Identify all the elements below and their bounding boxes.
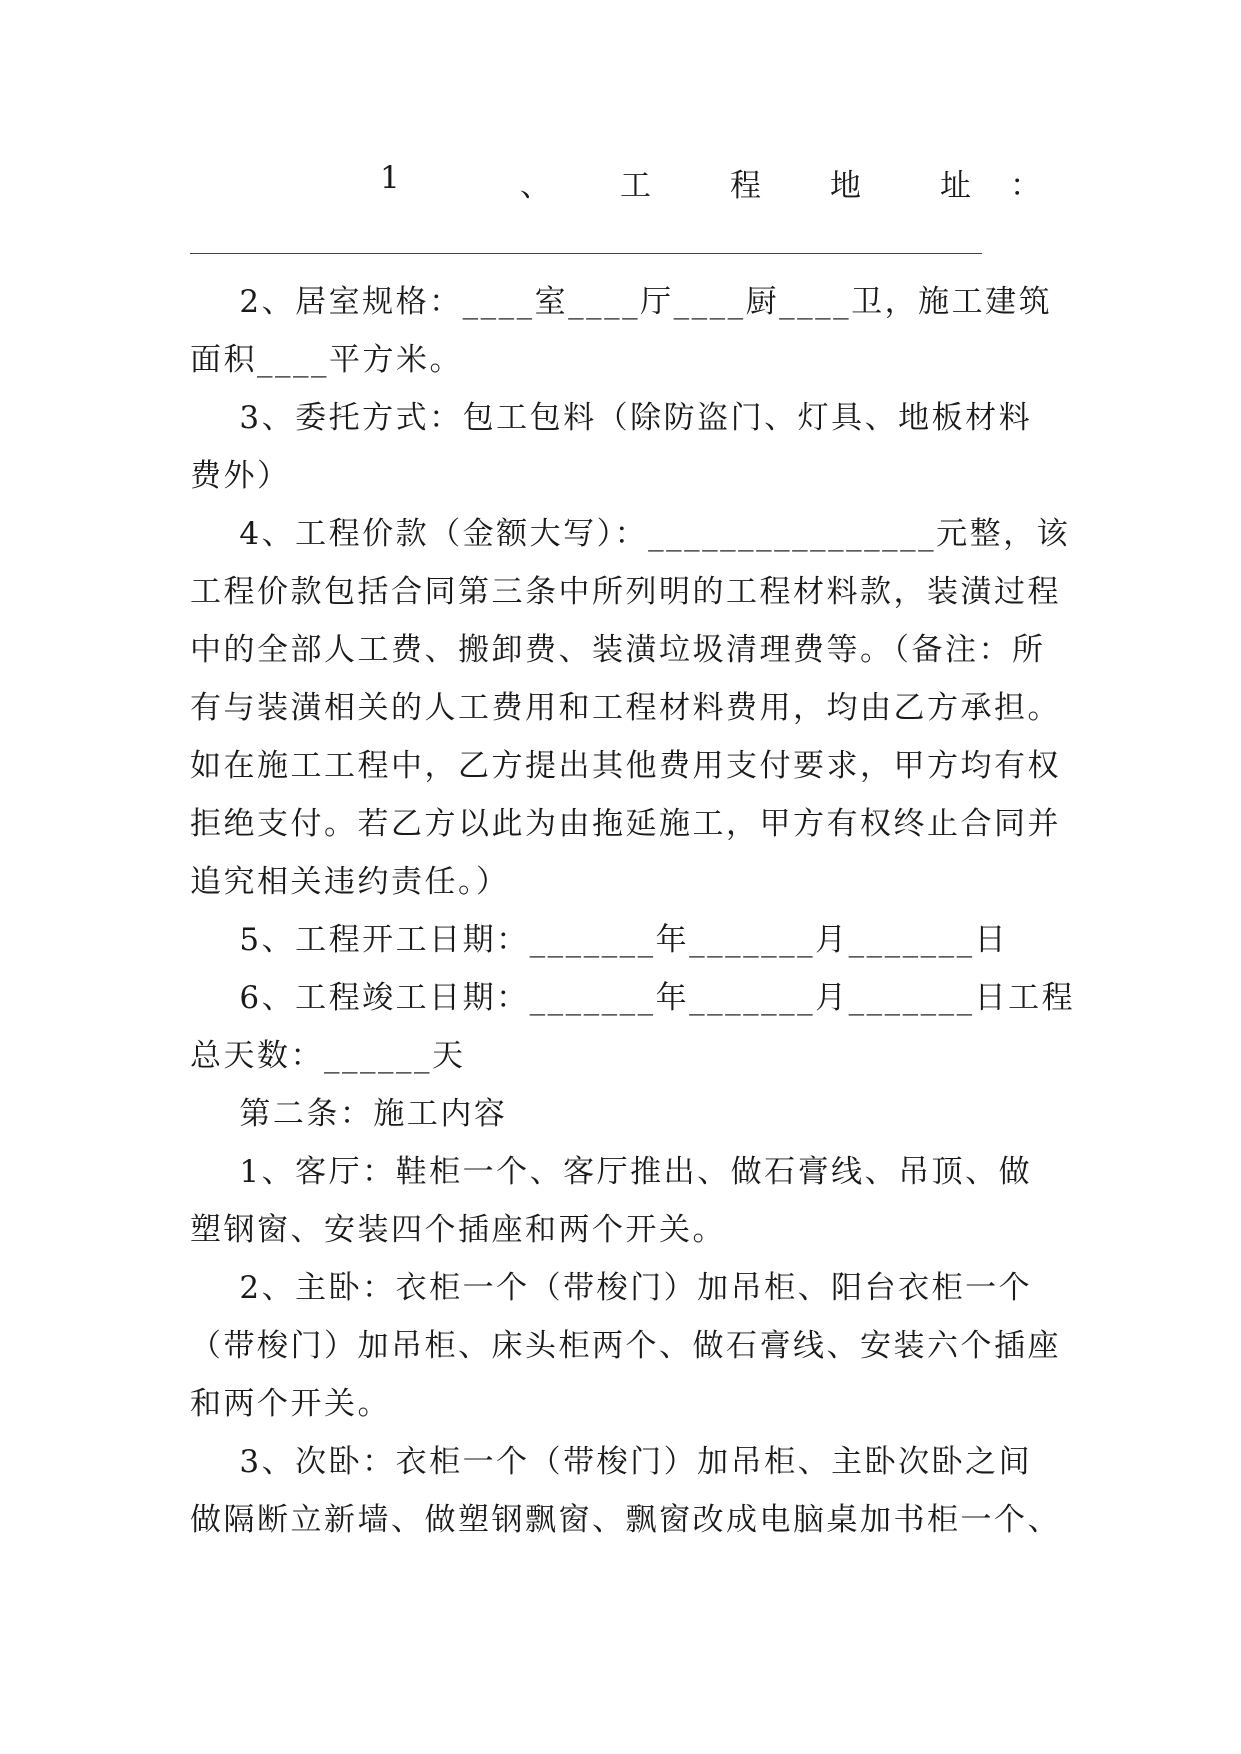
text-line: 费外） <box>190 458 291 494</box>
text-line: 5、工程开工日期：_______年_______月_______日 <box>190 922 1009 958</box>
text-line: 塑钢窗、安装四个插座和两个开关。 <box>190 1212 726 1248</box>
text-line: 中的全部人工费、搬卸费、装潢垃圾清理费等。（备注：所 <box>190 632 1046 668</box>
heading-part: 工 <box>620 168 651 204</box>
text-line: 做隔断立新墙、做塑钢飘窗、飘窗改成电脑桌加书柜一个、 <box>190 1502 1061 1538</box>
text-line: 有与装潢相关的人工费用和工程材料费用，均由乙方承担。 <box>190 690 1061 726</box>
item-1-address-heading <box>190 160 1060 204</box>
heading-part: 地 <box>830 168 861 204</box>
text-line: 如在施工工程中，乙方提出其他费用支付要求，甲方均有权 <box>190 748 1061 784</box>
text-line: （带梭门）加吊柜、床头柜两个、做石膏线、安装六个插座 <box>190 1328 1061 1364</box>
section-heading: 第二条：施工内容 <box>190 1096 508 1132</box>
text-line: 总天数：______天 <box>190 1038 466 1074</box>
heading-part: ： <box>1010 168 1041 204</box>
heading-part: 1 <box>380 160 400 196</box>
text-line: 3、次卧：衣柜一个（带梭门）加吊柜、主卧次卧之间 <box>190 1444 1033 1480</box>
text-line: 2、居室规格：____室____厅____厨____卫，施工建筑 <box>190 284 1053 320</box>
address-blank-line <box>190 252 982 254</box>
text-line: 2、主卧：衣柜一个（带梭门）加吊柜、阳台衣柜一个 <box>190 1270 1033 1306</box>
heading-part: 、 <box>520 168 551 204</box>
text-line: 工程价款包括合同第三条中所列明的工程材料款，装潢过程 <box>190 574 1061 610</box>
text-line: 6、工程竣工日期：_______年_______月_______日工程 <box>190 980 1076 1016</box>
heading-part: 程 <box>730 168 761 204</box>
text-line: 拒绝支付。若乙方以此为由拖延施工，甲方有权终止合同并 <box>190 806 1061 842</box>
text-line: 3、委托方式：包工包料（除防盗门、灯具、地板材料 <box>190 400 1033 436</box>
text-line: 4、工程价款（金额大写）：________________元整，该 <box>190 516 1071 552</box>
text-line: 1、客厅：鞋柜一个、客厅推出、做石膏线、吊顶、做 <box>190 1154 1033 1190</box>
text-line: 和两个开关。 <box>190 1386 391 1422</box>
text-line: 面积____平方米。 <box>190 342 463 378</box>
heading-part: 址 <box>940 168 971 204</box>
text-line: 追究相关违约责任。） <box>190 864 510 900</box>
